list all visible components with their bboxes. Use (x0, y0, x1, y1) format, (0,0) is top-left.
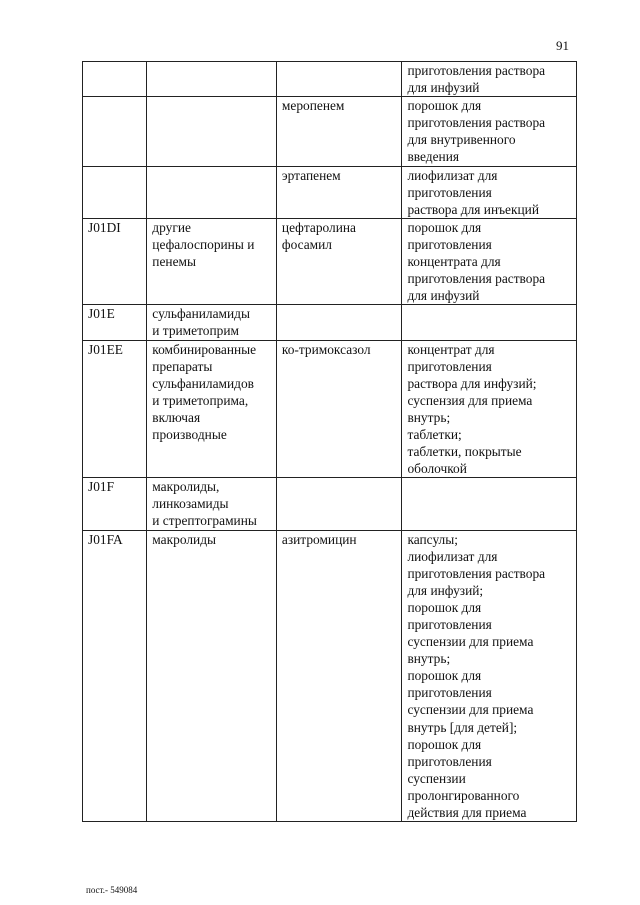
atc-code-cell: J01F (83, 478, 147, 530)
atc-code-cell (83, 62, 147, 97)
drug-name-cell: азитромицин (276, 530, 402, 822)
pharmacological-group-cell: сульфаниламиды и триметоприм (147, 305, 277, 340)
pharmacological-group-cell: другие цефалоспорины и пенемы (147, 218, 277, 304)
drug-classification-table (82, 61, 577, 822)
pharmacological-group-cell (147, 97, 277, 166)
dosage-form-cell: порошок для приготовления концентрата для приготовления раствора для инфузий (402, 218, 577, 304)
drug-name-cell: ко-тримоксазол (276, 340, 402, 478)
table-row (83, 62, 577, 97)
dosage-form-cell: лиофилизат для приготовления раствора для инъекций (402, 166, 577, 218)
atc-code-cell (83, 97, 147, 166)
pharmacological-group-cell: макролиды, линкозамиды и стрептограмины (147, 478, 277, 530)
dosage-form-cell: капсулы; лиофилизат для приготовления раствора для инфузий; порошок для приготовления суспензии для приема внутрь; порошок для приготовления суспензии для приема внутрь [для детей]; порошок для приготовления суспензии пролонгированного действия для приема (402, 530, 577, 822)
pharmacological-group-cell (147, 62, 277, 97)
drug-name-cell: меропенем (276, 97, 402, 166)
table-row (83, 218, 577, 304)
dosage-form-cell: приготовления раствора для инфузий (402, 62, 577, 97)
drug-name-cell: цефтаролина фосамил (276, 218, 402, 304)
atc-code-cell (83, 166, 147, 218)
table-row (83, 530, 577, 822)
table-row (83, 97, 577, 166)
dosage-form-cell: концентрат для приготовления раствора для инфузий; суспензия для приема внутрь; таблетки; таблетки, покрытые оболочкой (402, 340, 577, 478)
atc-code-cell: J01DI (83, 218, 147, 304)
table-row (83, 305, 577, 340)
table-row (83, 478, 577, 530)
dosage-form-cell (402, 305, 577, 340)
atc-code-cell: J01E (83, 305, 147, 340)
pharmacological-group-cell (147, 166, 277, 218)
drug-name-cell: эртапенем (276, 166, 402, 218)
atc-code-cell: J01EE (83, 340, 147, 478)
pharmacological-group-cell: макролиды (147, 530, 277, 822)
footer-document-code: пост.- 549084 (86, 885, 138, 895)
drug-name-cell (276, 305, 402, 340)
drug-name-cell (276, 478, 402, 530)
atc-code-cell: J01FA (83, 530, 147, 822)
pharmacological-group-cell: комбинированные препараты сульфаниламидов и триметоприма, включая производные (147, 340, 277, 478)
table-row (83, 166, 577, 218)
dosage-form-cell (402, 478, 577, 530)
drug-name-cell (276, 62, 402, 97)
page-number: 91 (556, 38, 569, 53)
table-row (83, 340, 577, 478)
dosage-form-cell: порошок для приготовления раствора для внутривенного введения (402, 97, 577, 166)
